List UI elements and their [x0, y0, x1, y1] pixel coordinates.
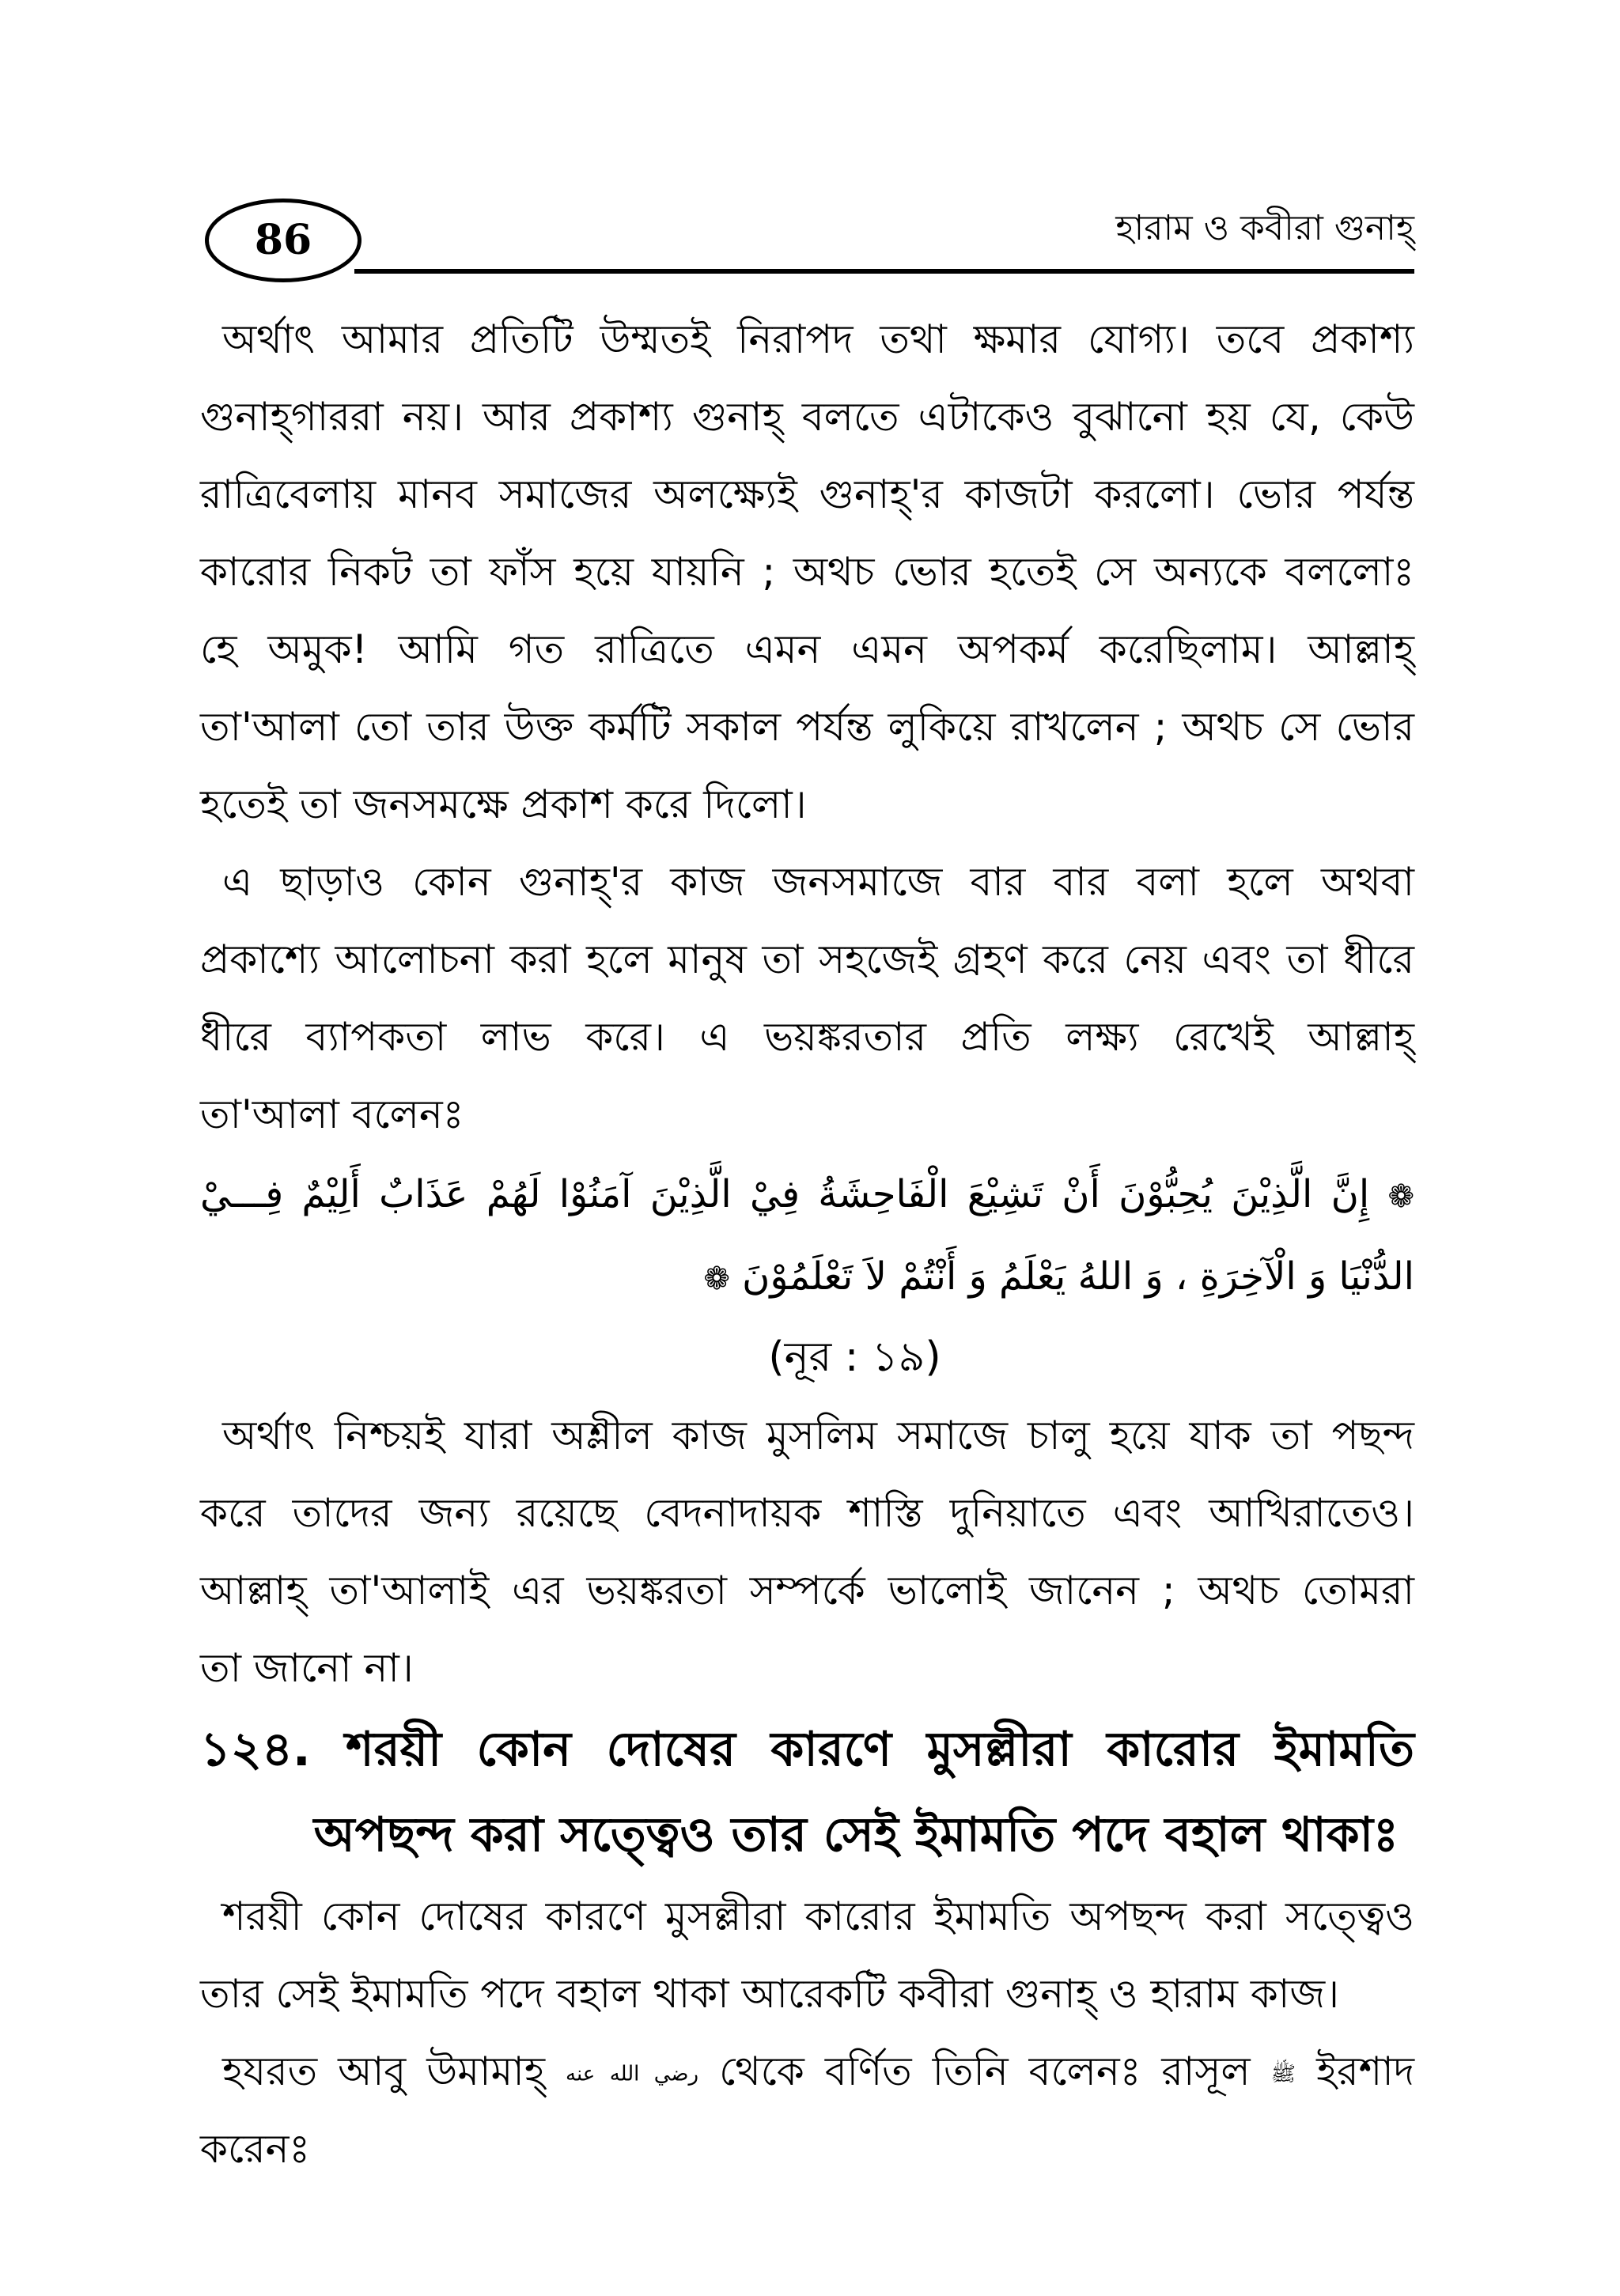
text-line: হে অমুক! আমি গত রাত্রিতে এমন এমন অপকর্ম করেছিলাম। আল্লাহ্ — [200, 626, 1414, 672]
section-heading — [200, 1707, 1414, 1878]
text-line: তার সেই ইমামতি পদে বহাল থাকা আরেকটি কবীরা গুনাহ্ ও হারাম কাজ। — [200, 1971, 1339, 2017]
arabic-line-1 — [200, 1153, 1414, 1235]
arabic-text-2: الدُّنْيَا وَ الْآخِرَةِ ، وَ اللهُ يَعْلَمُ وَ أَنْتُمْ لاَ تَعْلَمُوْنَ — [742, 1254, 1414, 1299]
text-line: রাত্রিবেলায় মানব সমাজের অলক্ষ্যেই গুনাহ্'র কাজটা করলো। ভোর পর্যন্ত — [200, 471, 1414, 517]
text-line: তা'আলা তো তার উক্ত কর্মটি সকাল পর্যন্ত লুকিয়ে রাখলেন ; অথচ সে ভোর — [200, 704, 1414, 750]
text-line: ধীরে ব্যাপকতা লাভ করে। এ ভয়ঙ্করতার প্রতি লক্ষ্য রেখেই আল্লাহ্ — [200, 1014, 1414, 1060]
text-line: হতেই তা জনসমক্ষে প্রকাশ করে দিলো। — [200, 781, 807, 827]
text-span: থেকে বর্ণিত তিনি বলেনঃ রাসূল — [719, 2048, 1251, 2094]
quran-verse — [200, 1153, 1414, 1318]
verse-reference: (নূর : ১৯) — [768, 1333, 941, 1381]
paragraph-1 — [200, 301, 1414, 843]
text-span: ইরশাদ — [1316, 2048, 1414, 2094]
text-line: তা'আলা বলেনঃ — [200, 1091, 464, 1137]
page-number: 86 — [205, 199, 361, 282]
header-rule — [354, 269, 1414, 274]
heading-line-2: অপছন্দ করা সত্ত্বেও তার সেই ইমামতি পদে বহাল থাকাঃ — [313, 1807, 1399, 1863]
text-line: কারোর নিকট তা ফাঁস হয়ে যায়নি ; অথচ ভোর হতেই সে অন্যকে বললোঃ — [200, 549, 1414, 595]
salawat-icon: ﷺ — [1270, 2062, 1296, 2086]
paragraph-2 — [200, 843, 1414, 1153]
heading-line-1: ১২৪. শরয়ী কোন দোষের কারণে মুসল্লীরা কারোর ইমামতি — [200, 1722, 1414, 1777]
page-body — [200, 301, 1414, 2188]
arabic-line-2 — [200, 1235, 1414, 1318]
ornament-open-icon: ❁ — [1387, 1178, 1414, 1215]
paragraph-3 — [200, 1397, 1414, 1707]
ornament-close-icon: ❁ — [703, 1261, 730, 1297]
running-title: হারাম ও কবীরা গুনাহ্ — [1115, 208, 1414, 248]
text-line: তা জানো না। — [200, 1645, 414, 1691]
text-line: করে তাদের জন্য রয়েছে বেদনাদায়ক শাস্তি দুনিয়াতে এবং আখিরাতেও। — [200, 1490, 1414, 1536]
text-line: আল্লাহ্ তা'আলাই এর ভয়ঙ্করতা সম্পর্কে ভালোই জানেন ; অথচ তোমরা — [200, 1568, 1414, 1613]
radiallahu-anhu-icon: رضي الله عنه — [566, 2062, 699, 2086]
text-line: এ ছাড়াও কোন গুনাহ্'র কাজ জনসমাজে বার বার বলা হলে অথবা — [222, 859, 1414, 905]
paragraph-5 — [200, 2033, 1414, 2188]
text-span: হযরত আবু উমামাহ্ — [222, 2048, 545, 2094]
arabic-text-1: إِنَّ الَّذِيْنَ يُحِبُّوْنَ أَنْ تَشِيْعَ الْفَاحِشَةُ فِيْ الَّذِيْنَ آمَنُوْا لَهُمْ عَذَابٌ أَلِيْمٌ فِـــيْ — [200, 1172, 1370, 1216]
text-line: শরয়ী কোন দোষের কারণে মুসল্লীরা কারোর ইমামতি অপছন্দ করা সত্ত্বেও — [222, 1893, 1414, 1939]
text-line — [200, 2033, 1414, 2110]
page-header — [200, 194, 1414, 282]
text-line: প্রকাশ্যে আলোচনা করা হলে মানুষ তা সহজেই গ্রহণ করে নেয় এবং তা ধীরে — [200, 936, 1414, 982]
text-line: করেনঃ — [200, 2126, 311, 2172]
text-line: গুনাহ্গাররা নয়। আর প্রকাশ্য গুনাহ্ বলতে এটাকেও বুঝানো হয় যে, কেউ — [200, 394, 1414, 440]
paragraph-4 — [200, 1878, 1414, 2033]
text-line: অর্থাৎ নিশ্চয়ই যারা অশ্লীল কাজ মুসলিম সমাজে চালু হয়ে যাক তা পছন্দ — [222, 1413, 1414, 1458]
text-line: অর্থাৎ আমার প্রতিটি উম্মতই নিরাপদ তথা ক্ষমার যোগ্য। তবে প্রকাশ্য — [222, 316, 1414, 362]
